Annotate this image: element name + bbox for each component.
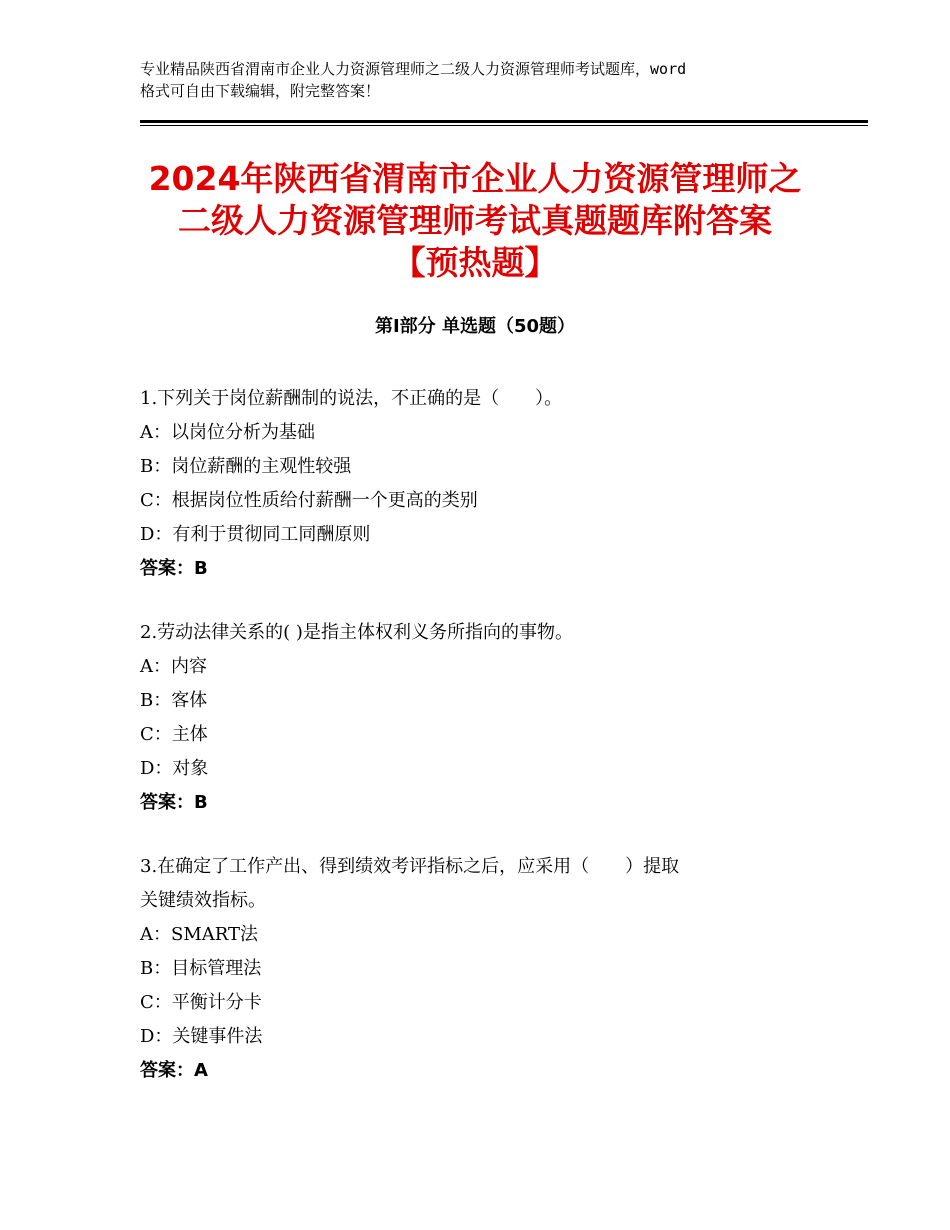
header-note-line-1: 专业精品陕西省渭南市企业人力资源管理师之二级人力资源管理师考试题库，word — [140, 60, 687, 78]
header-divider-thick — [140, 120, 868, 123]
option-a: A：SMART法 — [140, 924, 259, 945]
question-stem: 2.劳动法律关系的( )是指主体权利义务所指向的事物。 — [140, 622, 573, 643]
option-a: A：内容 — [140, 656, 207, 677]
question-stem: 3.在确定了工作产出、得到绩效考评指标之后，应采用（ ）提取 — [140, 856, 680, 877]
title-line-3: 【预热题】 — [392, 243, 558, 282]
option-c: C：主体 — [140, 724, 208, 745]
option-d: D：关键事件法 — [140, 1026, 263, 1047]
title-line-1: 2024年陕西省渭南市企业人力资源管理师之 — [148, 159, 802, 198]
question-stem-continued: 关键绩效指标。 — [140, 890, 266, 911]
header-note-line-2: 格式可自由下载编辑，附完整答案！ — [140, 82, 381, 100]
question-2 — [140, 616, 820, 820]
header-note — [140, 58, 830, 102]
option-c: C：平衡计分卡 — [140, 992, 262, 1013]
answer: 答案：B — [140, 558, 208, 579]
option-b: B：目标管理法 — [140, 958, 262, 979]
title-line-2: 二级人力资源管理师考试真题题库附答案 — [178, 201, 772, 240]
header-divider-thin — [140, 125, 868, 126]
answer: 答案：A — [140, 1060, 208, 1081]
question-3 — [140, 850, 820, 1088]
option-c: C：根据岗位性质给付薪酬一个更高的类别 — [140, 490, 478, 511]
answer: 答案：B — [140, 792, 208, 813]
option-d: D：有利于贯彻同工同酬原则 — [140, 524, 371, 545]
question-stem: 1.下列关于岗位薪酬制的说法，不正确的是（ ）。 — [140, 388, 563, 409]
question-1 — [140, 382, 820, 586]
section-heading: 第Ⅰ部分 单选题（50题） — [374, 316, 575, 337]
option-b: B：客体 — [140, 690, 208, 711]
option-a: A：以岗位分析为基础 — [140, 422, 315, 443]
document-title — [120, 158, 830, 284]
option-d: D：对象 — [140, 758, 209, 779]
question-list — [140, 382, 820, 1118]
option-b: B：岗位薪酬的主观性较强 — [140, 456, 352, 477]
